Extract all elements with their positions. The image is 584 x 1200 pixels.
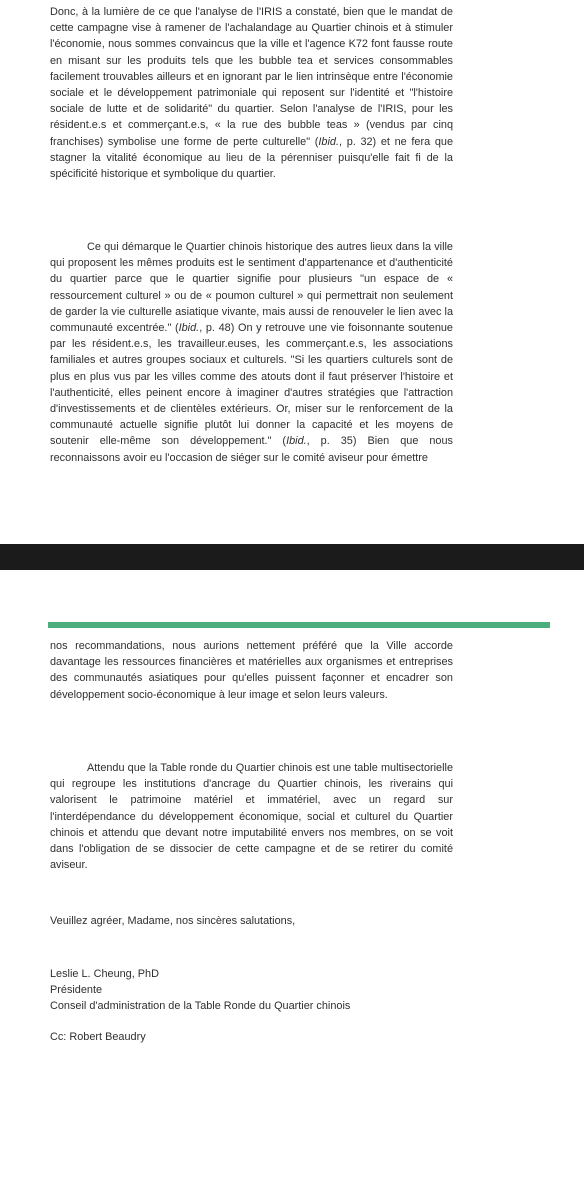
- accent-rule: [48, 622, 550, 628]
- cc-line: Cc: Robert Beaudry: [50, 1031, 146, 1043]
- paragraph-text: Ce qui démarque le Quartier chinois historique des autres lieux dans la ville qui proposent les mêmes produits est le sentiment d'appartenance et d'authenticité du quartier parce que le quartier signifie pour plusieurs "un espace de « ressourcement culturel » ou de « poumon culturel » qui permettrait non seulement de garder la vie culturelle asiatique vivante, mais aussi de renouveler le lien avec la communauté excentrée." (Ibid., p. 48) On y retrouve une vie foisonnante soutenue par les résident.e.s, les travailleur.euses, les commerçant.e.s, les associations familiales et autres groupes sociaux et culturels. "Si les quartiers culturels sont de plus en plus vus par les villes comme des atouts dont il faut préserver l'histoire et l'authenticité, elles peinent encore à imaginer d'autres stratégies que l'attraction d'investissements et de clientèles extérieurs. Or, miser sur le renforcement de la communauté actuelle signifie plutôt lui donner la capacité et les moyens de soutenir elle-même son développement." (Ibid., p. 35) Bien que nous reconnaissons avoir eu l'occasion de siéger sur le comité aviseur pour émettre: [50, 241, 453, 464]
- citation-ibid: Ibid.: [178, 322, 200, 335]
- citation-ibid: Ibid.: [286, 435, 307, 448]
- citation-ibid: Ibid.: [318, 135, 339, 148]
- paragraph-recommendations: nos recommandations, nous aurions nettement préféré que la Ville accorde davantage les ressources financières et matérielles aux organismes et entreprises des communautés asiatiques pour qu'elles puissent façonner et encadrer son développement socio-économique à leur image et selon leurs valeurs.: [50, 640, 453, 701]
- signatory-name: Leslie L. Cheung, PhD: [50, 968, 159, 980]
- paragraph-chinatown-identity: [50, 239, 453, 466]
- letter-page-2: [0, 570, 584, 1200]
- closing-salutation: Veuillez agréer, Madame, nos sincères salutations,: [50, 915, 296, 927]
- paragraph-text: Attendu que la Table ronde du Quartier chinois est une table multisectorielle qui regroupe les institutions d'ancrage du Quartier chinois, les riverains qui valorisent le patrimoine matériel et immatériel, avec un regard sur l'interdépendance du développement économique, social et culturel du Quartier chinois et attendu que devant notre imputabilité envers nos membres, on se voit dans l'obligation de se dissocier de cette campagne et de se retirer du comité aviseur.: [50, 762, 453, 872]
- paragraph-withdrawal: [50, 760, 453, 873]
- letter-page-1: [0, 0, 584, 544]
- signatory-organization: Conseil d'administration de la Table Ronde du Quartier chinois: [50, 1000, 351, 1012]
- signatory-title: Présidente: [50, 984, 103, 996]
- page-separator: [0, 544, 584, 570]
- paragraph-iris-analysis: Donc, à la lumière de ce que l'analyse de l'IRIS a constaté, bien que le mandat de cette campagne vise à ramener de l'achalandage au Quartier chinois et à stimuler l'économie, nous sommes convaincus que la ville et l'agence K72 font fausse route en misant sur les produits tels que les bubble tea et services consommables facilement trouvables ailleurs et en ignorant par le lien intrinsèque entre l'économie sociale et le développement patrimoniale qui reposent sur l'identité et "l'histoire sociale de lutte et de solidarité" du quartier. Selon l'analyse de l'IRIS, pour les résident.e.s et commerçant.e.s, « la rue des bubble teas » (vendus par cinq franchises) symbolise une forme de perte culturelle" (Ibid., p. 32) et ne fera que stagner la vitalité économique au lieu de la pérenniser puisqu'elle fait fi de la spécificité historique et symbolique du quartier.: [50, 6, 454, 181]
